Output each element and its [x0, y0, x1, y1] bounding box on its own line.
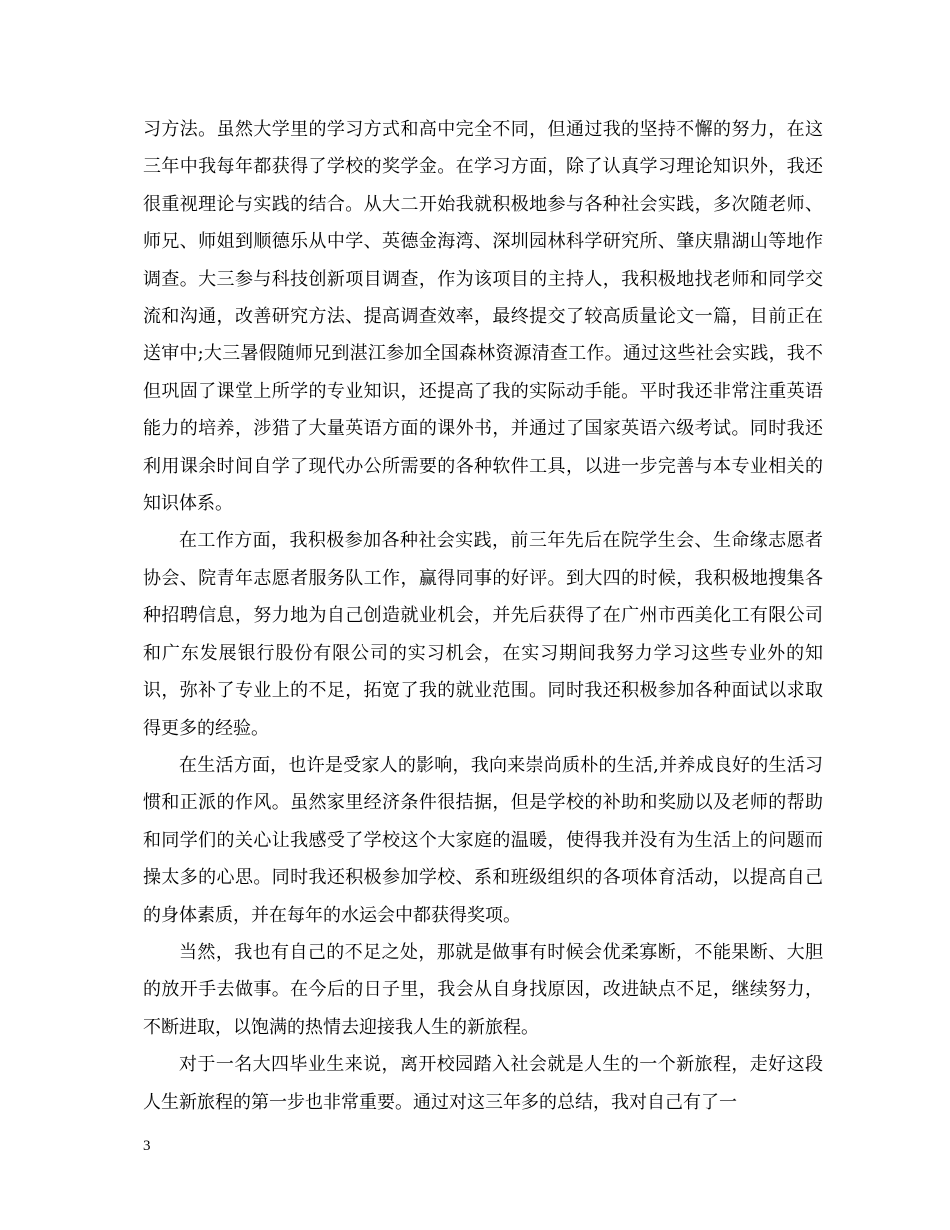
body-text [143, 111, 823, 1121]
paragraph-life: 在生活方面，也许是受家人的影响，我向来崇尚质朴的生活,并养成良好的生活习惯和正派的作风。虽然家里经济条件很拮据，但是学校的补助和奖励以及老师的帮助和同学们的关心让我感受了学校这个大家庭的温暖，使得我并没有为生活上的问题而操太多的心思。同时我还积极参加学校、系和班级组织的各项体育活动，以提高自己的身体素质，并在每年的水运会中都获得奖项。 [143, 754, 823, 926]
paragraph-new-journey: 对于一名大四毕业生来说，离开校园踏入社会就是人生的一个新旅程，走好这段人生新旅程的第一步也非常重要。通过对这三年多的总结，我对自己有了一 [143, 1054, 823, 1113]
paragraph-study: 习方法。虽然大学里的学习方式和高中完全不同，但通过我的坚持不懈的努力，在这三年中我每年都获得了学校的奖学金。在学习方面，除了认真学习理论知识外，我还很重视理论与实践的结合。从大二开始我就积极地参与各种社会实践，多次随老师、师兄、师姐到顺德乐从中学、英德金海湾、深圳园林科学研究所、肇庆鼎湖山等地作调查。大三参与科技创新项目调查，作为该项目的主持人，我积极地找老师和同学交流和沟通，改善研究方法、提高调查效率，最终提交了较高质量论文一篇，目前正在送审中;大三暑假随师兄到湛江参加全国森林资源清查工作。通过这些社会实践，我不但巩固了课堂上所学的专业知识，还提高了我的实际动手能。平时我还非常注重英语能力的培养，涉猎了大量英语方面的课外书，并通过了国家英语六级考试。同时我还利用课余时间自学了现代办公所需要的各种软件工具，以进一步完善与本专业相关的知识体系。 [143, 119, 823, 515]
paragraph-shortcomings: 当然，我也有自己的不足之处，那就是做事有时候会优柔寡断，不能果断、大胆的放开手去做事。在今后的日子里，我会从自身找原因，改进缺点不足，继续努力，不断进取，以饱满的热情去迎接我人生的新旅程。 [143, 941, 823, 1038]
paragraph-work: 在工作方面，我积极参加各种社会实践，前三年先后在院学生会、生命缘志愿者协会、院青年志愿者服务队工作，赢得同事的好评。到大四的时候，我积极地搜集各种招聘信息，努力地为自己创造就业机会，并先后获得了在广州市西美化工有限公司和广东发展银行股份有限公司的实习机会，在实习期间我努力学习这些专业外的知识，弥补了专业上的不足，拓宽了我的就业范围。同时我还积极参加各种面试以求取得更多的经验。 [143, 530, 823, 739]
page-number: 3 [143, 1138, 151, 1154]
